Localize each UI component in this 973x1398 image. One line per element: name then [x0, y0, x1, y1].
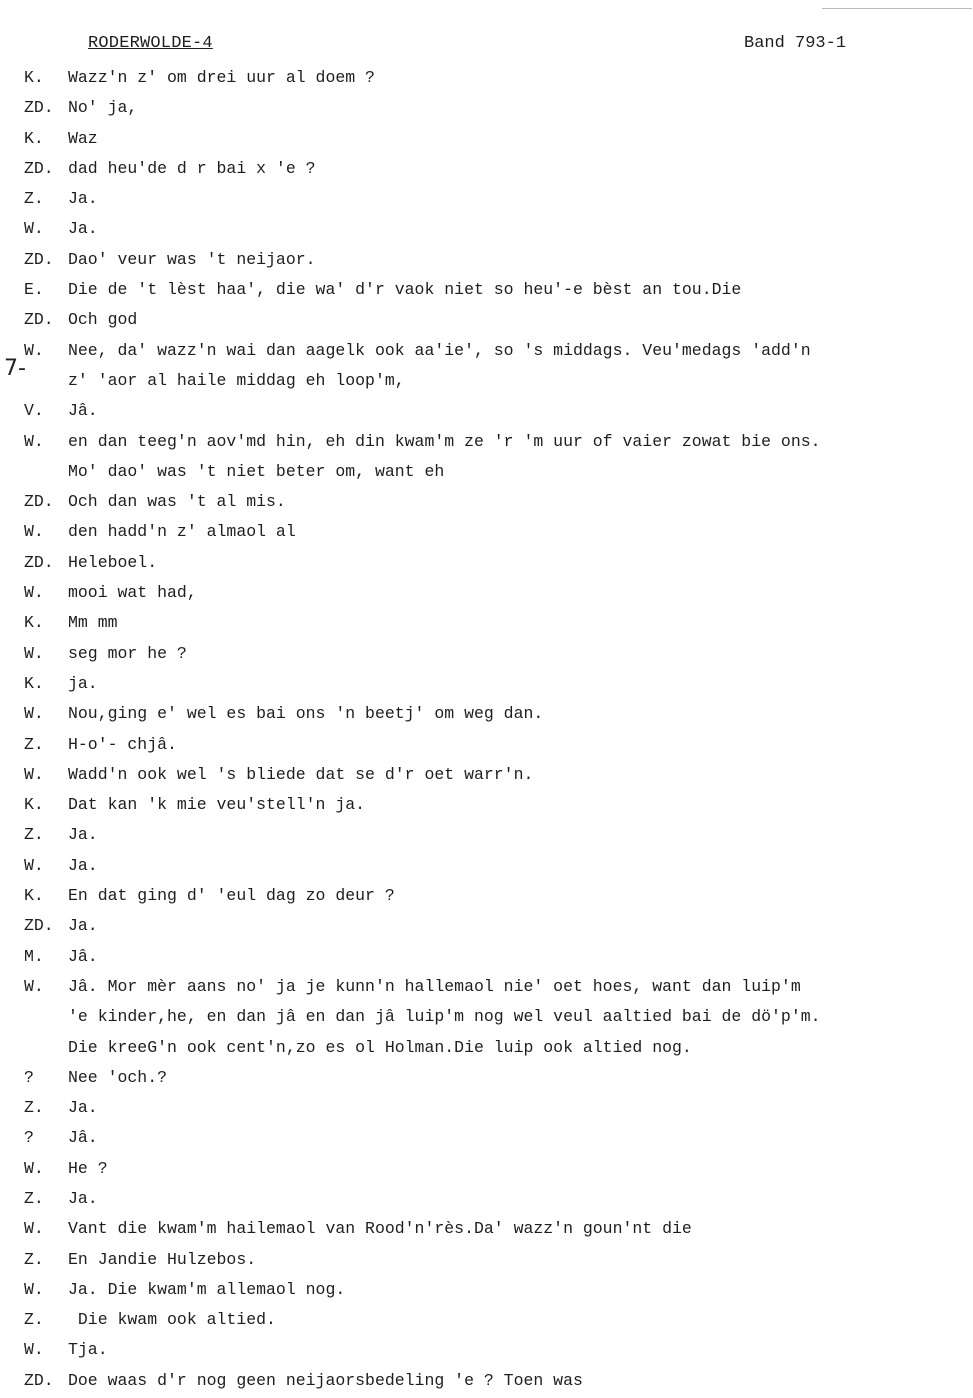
speaker-label: ZD.: [24, 310, 54, 330]
speaker-label: W.: [24, 431, 44, 451]
speaker-label: ZD.: [24, 916, 54, 936]
transcript-line: [0, 1063, 973, 1093]
transcript-line: [0, 639, 973, 669]
utterance-text: Die kwam ook altied.: [68, 1310, 276, 1330]
utterance-text: Mo' dao' was 't niet beter om, want eh: [68, 461, 445, 481]
transcript-line: [0, 1033, 973, 1063]
speaker-label: K.: [24, 68, 44, 87]
transcript-line: [0, 93, 973, 123]
utterance-text: Jâ.: [68, 401, 98, 421]
utterance-text: Ja.: [68, 219, 98, 239]
speaker-label: K.: [24, 613, 44, 633]
transcript-line: [0, 1002, 973, 1032]
transcript-line: [0, 63, 973, 93]
utterance-text: Tja.: [68, 1340, 108, 1360]
utterance-text: Wadd'n ook wel 's bliede dat se d'r oet warr'n.: [68, 764, 534, 784]
utterance-text: H-o'- chjâ.: [68, 734, 177, 754]
utterance-text: Mm mm: [68, 613, 118, 633]
transcript-line: [0, 911, 973, 941]
speaker-label: ZD.: [24, 552, 54, 572]
transcript-line: [0, 699, 973, 729]
transcript-line: [0, 427, 973, 457]
utterance-text: Waz: [68, 128, 98, 148]
transcript-line: [0, 669, 973, 699]
utterance-text: Jâ.: [68, 946, 98, 966]
utterance-text: en dan teeg'n aov'md hin, eh din kwam'm ze 'r 'm uur of vaier zowat bie ons.: [68, 431, 821, 451]
speaker-label: ZD.: [24, 492, 54, 512]
speaker-label: W.: [24, 522, 44, 542]
utterance-text: Nee 'och.?: [68, 1067, 168, 1087]
utterance-text: dad heu'de d r bai x 'e ?: [68, 158, 316, 178]
transcript-line: [0, 336, 973, 366]
transcript-line: [0, 881, 973, 911]
speaker-label: K.: [24, 795, 44, 815]
transcript-line: [0, 548, 973, 578]
speaker-label: ZD.: [24, 158, 54, 178]
transcript-line: [0, 1214, 973, 1244]
utterance-text: z' 'aor al haile middag eh loop'm,: [68, 370, 405, 390]
transcript-line: [0, 305, 973, 335]
transcript-line: [0, 154, 973, 184]
transcript-line: [0, 790, 973, 820]
utterance-text: Och dan was 't al mis.: [68, 492, 286, 512]
transcript-line: [0, 760, 973, 790]
transcript-line: [0, 245, 973, 275]
utterance-text: Die kreeG'n ook cent'n,zo es ol Holman.Die luip ook altied nog.: [68, 1037, 692, 1057]
utterance-text: Dao' veur was 't neijaor.: [68, 249, 316, 269]
transcript-line: [0, 184, 973, 214]
utterance-text: seg mor he ?: [68, 643, 187, 663]
speaker-label: W.: [24, 643, 44, 663]
transcript-line: [0, 820, 973, 850]
speaker-label: ZD.: [24, 98, 54, 118]
speaker-label: M.: [24, 946, 44, 966]
speaker-label: ZD.: [24, 249, 54, 269]
band-number: Band 793-1: [744, 34, 847, 53]
utterance-text: Ja.: [68, 1188, 98, 1208]
utterance-text: Ja.: [68, 189, 98, 209]
transcript-line: [0, 1154, 973, 1184]
speaker-label: ?: [24, 1067, 34, 1087]
utterance-text: Jâ.: [68, 1128, 98, 1148]
transcript-line: [0, 730, 973, 760]
utterance-text: Wazz'n z' om drei uur al doem ?: [68, 68, 375, 87]
speaker-label: W.: [24, 855, 44, 875]
utterance-text: No' ja,: [68, 98, 138, 118]
transcript-line: [0, 1275, 973, 1305]
transcript-line: [0, 1123, 973, 1153]
utterance-text: Heleboel.: [68, 552, 158, 572]
top-rule: [822, 8, 972, 9]
speaker-label: K.: [24, 128, 44, 148]
utterance-text: He ?: [68, 1158, 108, 1178]
speaker-label: ZD.: [24, 1370, 54, 1390]
transcript-line: [0, 1245, 973, 1275]
utterance-text: Die de 't lèst haa', die wa' d'r vaok niet so heu'-e bèst an tou.Die: [68, 280, 742, 300]
transcript-line: [0, 1184, 973, 1214]
speaker-label: K.: [24, 673, 44, 693]
utterance-text: Ja.: [68, 1098, 98, 1118]
transcript-line: [0, 366, 973, 396]
utterance-text: Nou,ging e' wel es bai ons 'n beetj' om weg dan.: [68, 704, 544, 724]
transcript-line: [0, 517, 973, 547]
utterance-text: En Jandie Hulzebos.: [68, 1249, 257, 1269]
speaker-label: E.: [24, 280, 44, 300]
speaker-label: Z.: [24, 1188, 44, 1208]
transcript-line: [0, 396, 973, 426]
speaker-label: W.: [24, 704, 44, 724]
speaker-label: W.: [24, 219, 44, 239]
transcript-line: [0, 578, 973, 608]
speaker-label: ?: [24, 1128, 34, 1148]
utterance-text: mooi wat had,: [68, 583, 197, 603]
utterance-text: Och god: [68, 310, 138, 330]
speaker-label: W.: [24, 1279, 44, 1299]
transcript-line: [0, 214, 973, 244]
speaker-label: W.: [24, 976, 44, 996]
transcript-line: [0, 1305, 973, 1335]
utterance-text: Dat kan 'k mie veu'stell'n ja.: [68, 795, 366, 815]
speaker-label: W.: [24, 1219, 44, 1239]
utterance-text: 'e kinder,he, en dan jâ en dan jâ luip'm nog wel veul aaltied bai de dö'p'm.: [68, 1007, 821, 1027]
utterance-text: Jâ. Mor mèr aans no' ja je kunn'n hallemaol nie' oet hoes, want dan luip'm: [68, 976, 801, 996]
transcript-line: [0, 851, 973, 881]
transcript-line: [0, 1335, 973, 1365]
utterance-text: ja.: [68, 673, 98, 693]
speaker-label: W.: [24, 1158, 44, 1178]
utterance-text: En dat ging d' 'eul dag zo deur ?: [68, 886, 395, 906]
speaker-label: W.: [24, 764, 44, 784]
speaker-label: Z.: [24, 825, 44, 845]
utterance-text: Vant die kwam'm hailemaol van Rood'n'rès.Da' wazz'n goun'nt die: [68, 1219, 692, 1239]
transcript-line: [0, 972, 973, 1002]
transcript-line: [0, 457, 973, 487]
utterance-text: Ja.: [68, 916, 98, 936]
speaker-label: W.: [24, 340, 44, 360]
utterance-text: Ja.: [68, 855, 98, 875]
transcript-line: [0, 275, 973, 305]
utterance-text: Ja.: [68, 825, 98, 845]
utterance-text: Ja. Die kwam'm allemaol nog.: [68, 1279, 346, 1299]
transcript-line: [0, 1093, 973, 1123]
speaker-label: W.: [24, 1340, 44, 1360]
margin-note: 7-: [4, 356, 26, 381]
utterance-text: Nee, da' wazz'n wai dan aagelk ook aa'ie', so 's middags. Veu'medags 'add'n: [68, 340, 811, 360]
transcript-line: [0, 1366, 973, 1396]
transcript-line: [0, 487, 973, 517]
speaker-label: V.: [24, 401, 44, 421]
transcript-line: [0, 942, 973, 972]
speaker-label: Z.: [24, 189, 44, 209]
transcript-lines: [0, 63, 973, 1396]
speaker-label: K.: [24, 886, 44, 906]
document-title: RODERWOLDE-4: [88, 34, 213, 53]
utterance-text: den hadd'n z' almaol al: [68, 522, 296, 542]
speaker-label: Z.: [24, 1249, 44, 1269]
speaker-label: Z.: [24, 734, 44, 754]
speaker-label: Z.: [24, 1310, 44, 1330]
transcript-line: [0, 124, 973, 154]
speaker-label: W.: [24, 583, 44, 603]
utterance-text: Doe waas d'r nog geen neijaorsbedeling 'e ? Toen was: [68, 1370, 583, 1390]
speaker-label: Z.: [24, 1098, 44, 1118]
transcript-line: [0, 608, 973, 638]
